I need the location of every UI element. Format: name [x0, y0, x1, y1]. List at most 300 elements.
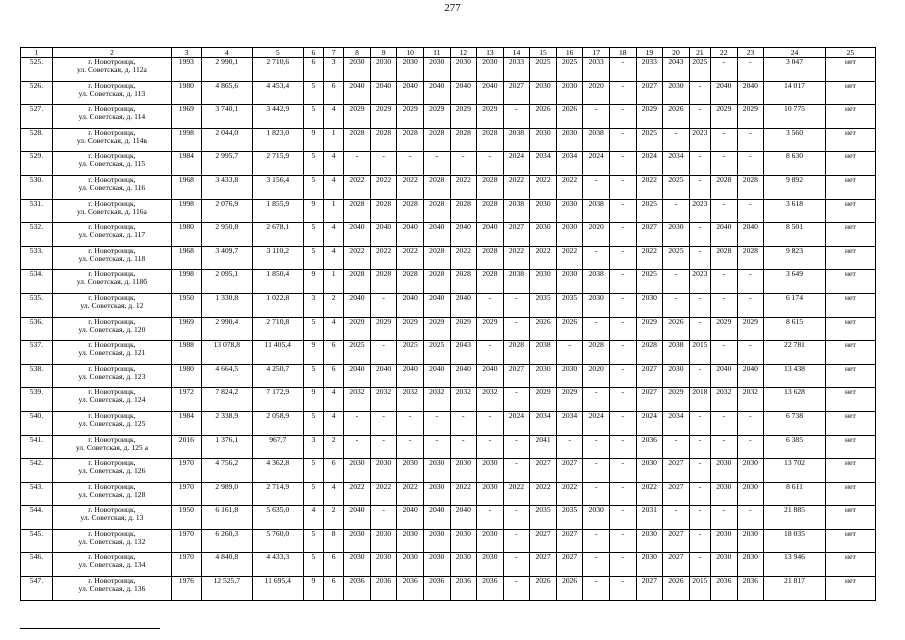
- cell-c8: 2040: [344, 506, 371, 530]
- cell-c20: 2043: [663, 58, 690, 82]
- cell-c11: 2028: [423, 246, 450, 270]
- cell-c22: -: [711, 506, 738, 530]
- cell-c24: 8 630: [764, 152, 826, 176]
- cell-area1: 6 260,3: [201, 529, 252, 553]
- cell-c16: 2034: [556, 411, 583, 435]
- cell-c13: 2028: [477, 199, 504, 223]
- address-street: ул. Советская, д. 118б: [76, 277, 148, 287]
- cell-entr: 6: [324, 81, 344, 105]
- cell-c11: 2040: [423, 293, 450, 317]
- cell-area1: 4 756,2: [201, 459, 252, 483]
- cell-c21: -: [689, 223, 710, 247]
- column-header-9: 9: [370, 48, 397, 58]
- address-cell: [52, 459, 171, 483]
- cell-c14: 2033: [503, 58, 530, 82]
- cell-c11: 2028: [423, 199, 450, 223]
- cell-c16: 2030: [556, 223, 583, 247]
- cell-c23: -: [737, 152, 764, 176]
- cell-c25: нет: [825, 388, 875, 412]
- cell-c9: 2022: [370, 482, 397, 506]
- cell-c12: 2030: [450, 529, 477, 553]
- column-header-13: 13: [477, 48, 504, 58]
- table-row: [21, 317, 876, 341]
- cell-c15: 2027: [530, 459, 557, 483]
- cell-c23: -: [737, 199, 764, 223]
- cell-c13: 2030: [477, 459, 504, 483]
- cell-c21: -: [689, 459, 710, 483]
- address-street: ул. Советская, д. 114в: [76, 135, 148, 145]
- cell-c19: 2022: [636, 175, 663, 199]
- cell-c24: 13 628: [764, 388, 826, 412]
- cell-entr: 4: [324, 175, 344, 199]
- cell-c17: -: [583, 317, 610, 341]
- cell-year: 1972: [171, 388, 201, 412]
- cell-c23: -: [737, 58, 764, 82]
- cell-c12: 2030: [450, 459, 477, 483]
- address-cell: [52, 506, 171, 530]
- cell-floors: 5: [303, 364, 323, 388]
- cell-c17: 2028: [583, 341, 610, 365]
- address-cell: [52, 577, 171, 601]
- cell-c18: -: [610, 553, 637, 577]
- cell-c15: 2026: [530, 577, 557, 601]
- cell-c11: -: [423, 411, 450, 435]
- address-city: г. Новотроицк,: [88, 151, 136, 161]
- cell-c17: 2030: [583, 293, 610, 317]
- cell-c17: -: [583, 105, 610, 129]
- cell-c24: 13 702: [764, 459, 826, 483]
- cell-c12: 2040: [450, 223, 477, 247]
- cell-num: 532.: [21, 223, 53, 247]
- column-header-20: 20: [663, 48, 690, 58]
- cell-c22: 2029: [711, 105, 738, 129]
- cell-c8: 2029: [344, 317, 371, 341]
- address-cell: [52, 105, 171, 129]
- table-row: [21, 506, 876, 530]
- address-street: ул. Советская, д. 118: [78, 253, 146, 263]
- column-header-6: 6: [303, 48, 323, 58]
- cell-c16: 2026: [556, 105, 583, 129]
- cell-area1: 2 044,0: [201, 128, 252, 152]
- housing-registry-table: [20, 47, 876, 601]
- cell-c18: -: [610, 341, 637, 365]
- cell-c22: -: [711, 411, 738, 435]
- cell-floors: 5: [303, 411, 323, 435]
- cell-c13: 2030: [477, 482, 504, 506]
- table-body: [21, 58, 876, 601]
- cell-area2: 1 022,8: [252, 293, 303, 317]
- cell-c14: 2038: [503, 128, 530, 152]
- cell-c17: 2033: [583, 58, 610, 82]
- cell-c20: 2030: [663, 223, 690, 247]
- cell-c10: 2040: [397, 223, 424, 247]
- cell-c15: 2026: [530, 105, 557, 129]
- cell-floors: 5: [303, 81, 323, 105]
- cell-area2: 5 635,0: [252, 506, 303, 530]
- cell-c21: -: [689, 411, 710, 435]
- cell-c11: -: [423, 435, 450, 459]
- cell-c14: -: [503, 529, 530, 553]
- cell-c14: 2022: [503, 246, 530, 270]
- column-header-8: 8: [344, 48, 371, 58]
- cell-c21: -: [689, 317, 710, 341]
- cell-floors: 9: [303, 341, 323, 365]
- column-header-3: 3: [171, 48, 201, 58]
- cell-c18: -: [610, 506, 637, 530]
- cell-c16: 2030: [556, 81, 583, 105]
- cell-c21: -: [689, 246, 710, 270]
- cell-floors: 3: [303, 435, 323, 459]
- cell-floors: 9: [303, 199, 323, 223]
- cell-c23: 2028: [737, 246, 764, 270]
- cell-num: 538.: [21, 364, 53, 388]
- cell-c8: 2022: [344, 482, 371, 506]
- cell-c10: 2030: [397, 58, 424, 82]
- cell-c19: 2030: [636, 459, 663, 483]
- cell-c10: 2028: [397, 199, 424, 223]
- cell-c8: 2032: [344, 388, 371, 412]
- table-row: [21, 435, 876, 459]
- cell-c23: -: [737, 293, 764, 317]
- cell-floors: 9: [303, 270, 323, 294]
- cell-c23: 2040: [737, 81, 764, 105]
- cell-num: 525.: [21, 58, 53, 82]
- column-header-21: 21: [689, 48, 710, 58]
- cell-entr: 4: [324, 317, 344, 341]
- cell-c25: нет: [825, 58, 875, 82]
- cell-c10: -: [397, 411, 424, 435]
- cell-c14: 2022: [503, 482, 530, 506]
- cell-c23: 2040: [737, 223, 764, 247]
- cell-c9: 2022: [370, 175, 397, 199]
- cell-c19: 2025: [636, 270, 663, 294]
- cell-c14: -: [503, 435, 530, 459]
- column-header-25: 25: [825, 48, 875, 58]
- column-header-22: 22: [711, 48, 738, 58]
- cell-c23: 2040: [737, 364, 764, 388]
- cell-c13: 2032: [477, 388, 504, 412]
- cell-c10: 2032: [397, 388, 424, 412]
- cell-c10: 2030: [397, 529, 424, 553]
- cell-c19: 2022: [636, 246, 663, 270]
- address-cell: [52, 293, 171, 317]
- address-street: ул. Советская, д. 128: [78, 489, 146, 499]
- cell-area1: 4 664,5: [201, 364, 252, 388]
- cell-c14: 2024: [503, 411, 530, 435]
- cell-c16: -: [556, 341, 583, 365]
- cell-area2: 11 695,4: [252, 577, 303, 601]
- cell-floors: 5: [303, 459, 323, 483]
- cell-c8: 2028: [344, 199, 371, 223]
- cell-c17: 2038: [583, 199, 610, 223]
- cell-c13: 2030: [477, 529, 504, 553]
- cell-c16: 2035: [556, 506, 583, 530]
- cell-c25: нет: [825, 317, 875, 341]
- cell-area1: 2 990,1: [201, 58, 252, 82]
- cell-c11: 2029: [423, 317, 450, 341]
- cell-c20: -: [663, 128, 690, 152]
- cell-c21: -: [689, 175, 710, 199]
- table-row: [21, 553, 876, 577]
- cell-c21: -: [689, 553, 710, 577]
- cell-c15: 2029: [530, 388, 557, 412]
- table-row: [21, 270, 876, 294]
- cell-c8: 2040: [344, 223, 371, 247]
- cell-c24: 3 047: [764, 58, 826, 82]
- cell-area2: 967,7: [252, 435, 303, 459]
- cell-area1: 2 950,8: [201, 223, 252, 247]
- cell-c18: -: [610, 128, 637, 152]
- address-street: ул. Советская, д. 114: [78, 112, 146, 122]
- cell-c14: 2027: [503, 364, 530, 388]
- cell-c22: 2028: [711, 246, 738, 270]
- cell-c25: нет: [825, 199, 875, 223]
- cell-area1: 2 095,1: [201, 270, 252, 294]
- cell-c24: 22 781: [764, 341, 826, 365]
- address-street: ул. Советская, д. 136: [78, 584, 146, 594]
- cell-c9: 2028: [370, 270, 397, 294]
- address-cell: [52, 270, 171, 294]
- address-cell: [52, 128, 171, 152]
- cell-c19: 2025: [636, 199, 663, 223]
- address-city: г. Новотроицк,: [88, 104, 136, 114]
- cell-c15: 2030: [530, 223, 557, 247]
- address-cell: [52, 529, 171, 553]
- cell-area2: 1 850,4: [252, 270, 303, 294]
- address-cell: [52, 152, 171, 176]
- cell-c9: -: [370, 435, 397, 459]
- cell-c12: 2022: [450, 175, 477, 199]
- cell-area1: 1 330,8: [201, 293, 252, 317]
- cell-c20: 2029: [663, 388, 690, 412]
- cell-year: 1970: [171, 482, 201, 506]
- address-cell: [52, 553, 171, 577]
- cell-num: 546.: [21, 553, 53, 577]
- cell-floors: 5: [303, 317, 323, 341]
- cell-c24: 8 501: [764, 223, 826, 247]
- cell-c9: 2040: [370, 364, 397, 388]
- address-city: г. Новотроицк,: [88, 340, 136, 350]
- cell-c16: 2027: [556, 529, 583, 553]
- cell-c23: -: [737, 270, 764, 294]
- cell-c21: -: [689, 81, 710, 105]
- cell-c22: 2030: [711, 459, 738, 483]
- cell-c22: 2040: [711, 364, 738, 388]
- cell-c15: 2030: [530, 199, 557, 223]
- cell-c13: 2029: [477, 105, 504, 129]
- cell-c21: 2023: [689, 128, 710, 152]
- address-street: ул. Советская, д. 132: [78, 536, 146, 546]
- cell-c20: 2030: [663, 364, 690, 388]
- cell-c16: 2030: [556, 128, 583, 152]
- cell-floors: 5: [303, 529, 323, 553]
- column-header-23: 23: [737, 48, 764, 58]
- cell-c22: 2036: [711, 577, 738, 601]
- table-row: [21, 482, 876, 506]
- address-street: ул. Советская, д. 116а: [76, 206, 147, 216]
- cell-c15: 2022: [530, 482, 557, 506]
- address-city: г. Новотроицк,: [88, 364, 136, 373]
- cell-year: 1969: [171, 317, 201, 341]
- cell-c16: 2030: [556, 364, 583, 388]
- cell-c16: 2035: [556, 293, 583, 317]
- table-row: [21, 199, 876, 223]
- cell-area2: 4 433,3: [252, 553, 303, 577]
- cell-c22: 2028: [711, 175, 738, 199]
- cell-entr: 4: [324, 152, 344, 176]
- cell-num: 534.: [21, 270, 53, 294]
- cell-c25: нет: [825, 128, 875, 152]
- cell-c11: 2028: [423, 270, 450, 294]
- cell-c16: 2022: [556, 246, 583, 270]
- cell-c24: 3 618: [764, 199, 826, 223]
- cell-c17: 2024: [583, 411, 610, 435]
- cell-c25: нет: [825, 293, 875, 317]
- cell-area2: 1 823,0: [252, 128, 303, 152]
- cell-c13: 2036: [477, 577, 504, 601]
- cell-c18: -: [610, 482, 637, 506]
- cell-c14: -: [503, 388, 530, 412]
- cell-year: 1970: [171, 553, 201, 577]
- cell-c18: -: [610, 58, 637, 82]
- cell-num: 539.: [21, 388, 53, 412]
- address-city: г. Новотроицк,: [88, 576, 136, 586]
- cell-area1: 4 865,6: [201, 81, 252, 105]
- footnote-divider: [20, 628, 160, 629]
- cell-c16: 2034: [556, 152, 583, 176]
- cell-c22: -: [711, 58, 738, 82]
- cell-num: 531.: [21, 199, 53, 223]
- address-city: г. Новотроицк,: [88, 81, 136, 90]
- cell-c14: -: [503, 577, 530, 601]
- address-cell: [52, 81, 171, 105]
- cell-c21: -: [689, 435, 710, 459]
- cell-area2: 2 715,9: [252, 152, 303, 176]
- cell-c24: 21 885: [764, 506, 826, 530]
- cell-year: 1980: [171, 223, 201, 247]
- cell-c13: 2040: [477, 81, 504, 105]
- cell-year: 1993: [171, 58, 201, 82]
- cell-c15: 2022: [530, 175, 557, 199]
- cell-c14: 2027: [503, 81, 530, 105]
- cell-num: 535.: [21, 293, 53, 317]
- cell-c19: 2033: [636, 58, 663, 82]
- cell-c11: 2040: [423, 506, 450, 530]
- cell-num: 541.: [21, 435, 53, 459]
- cell-c22: 2040: [711, 81, 738, 105]
- cell-c8: 2022: [344, 175, 371, 199]
- address-street: ул. Советская, д. 125 а: [75, 442, 149, 452]
- cell-c10: 2030: [397, 553, 424, 577]
- cell-c14: 2027: [503, 223, 530, 247]
- cell-c20: -: [663, 435, 690, 459]
- cell-year: 1998: [171, 270, 201, 294]
- table-row: [21, 128, 876, 152]
- cell-c21: -: [689, 506, 710, 530]
- cell-floors: 5: [303, 482, 323, 506]
- cell-entr: 4: [324, 223, 344, 247]
- cell-c8: 2029: [344, 105, 371, 129]
- cell-c19: 2025: [636, 128, 663, 152]
- cell-c25: нет: [825, 364, 875, 388]
- cell-c25: нет: [825, 246, 875, 270]
- cell-c14: -: [503, 553, 530, 577]
- cell-c9: 2022: [370, 246, 397, 270]
- column-header-14: 14: [503, 48, 530, 58]
- cell-year: 2016: [171, 435, 201, 459]
- table-row: [21, 388, 876, 412]
- cell-c8: 2030: [344, 58, 371, 82]
- cell-c12: 2028: [450, 128, 477, 152]
- cell-area1: 1 376,1: [201, 435, 252, 459]
- cell-c11: 2036: [423, 577, 450, 601]
- cell-c21: 2015: [689, 341, 710, 365]
- cell-c18: -: [610, 175, 637, 199]
- cell-c8: 2030: [344, 529, 371, 553]
- cell-year: 1970: [171, 459, 201, 483]
- cell-c10: -: [397, 435, 424, 459]
- cell-c18: -: [610, 459, 637, 483]
- cell-c15: 2034: [530, 411, 557, 435]
- cell-year: 1968: [171, 246, 201, 270]
- cell-c9: 2028: [370, 199, 397, 223]
- cell-floors: 5: [303, 105, 323, 129]
- cell-c24: 9 892: [764, 175, 826, 199]
- cell-c15: 2035: [530, 506, 557, 530]
- cell-c17: 2020: [583, 81, 610, 105]
- cell-c12: 2040: [450, 293, 477, 317]
- cell-c17: -: [583, 459, 610, 483]
- cell-c10: 2029: [397, 105, 424, 129]
- cell-num: 537.: [21, 341, 53, 365]
- cell-c11: 2030: [423, 58, 450, 82]
- address-city: г. Новотроицк,: [88, 387, 136, 397]
- cell-c19: 2031: [636, 506, 663, 530]
- cell-c12: 2040: [450, 364, 477, 388]
- cell-c8: -: [344, 411, 371, 435]
- cell-c11: -: [423, 152, 450, 176]
- address-city: г. Новотроицк,: [88, 529, 136, 538]
- column-header-19: 19: [636, 48, 663, 58]
- cell-num: 526.: [21, 81, 53, 105]
- cell-area1: 3 433,8: [201, 175, 252, 199]
- cell-area1: 2 995,7: [201, 152, 252, 176]
- cell-c10: 2029: [397, 317, 424, 341]
- cell-floors: 5: [303, 553, 323, 577]
- cell-c12: 2028: [450, 270, 477, 294]
- cell-c16: 2029: [556, 388, 583, 412]
- cell-c8: -: [344, 152, 371, 176]
- cell-area2: 4 250,7: [252, 364, 303, 388]
- cell-c19: 2027: [636, 223, 663, 247]
- cell-c13: 2028: [477, 175, 504, 199]
- cell-c15: 2030: [530, 270, 557, 294]
- address-city: г. Новотроицк,: [88, 175, 136, 184]
- address-city: г. Новотроицк,: [88, 222, 136, 232]
- column-header-18: 18: [610, 48, 637, 58]
- cell-c20: -: [663, 270, 690, 294]
- cell-c19: 2030: [636, 553, 663, 577]
- cell-c23: -: [737, 411, 764, 435]
- cell-year: 1970: [171, 529, 201, 553]
- cell-c10: 2028: [397, 128, 424, 152]
- address-cell: [52, 246, 171, 270]
- cell-area1: 3 409,7: [201, 246, 252, 270]
- cell-area1: 13 078,8: [201, 341, 252, 365]
- cell-c22: -: [711, 341, 738, 365]
- cell-c19: 2027: [636, 388, 663, 412]
- cell-c9: -: [370, 411, 397, 435]
